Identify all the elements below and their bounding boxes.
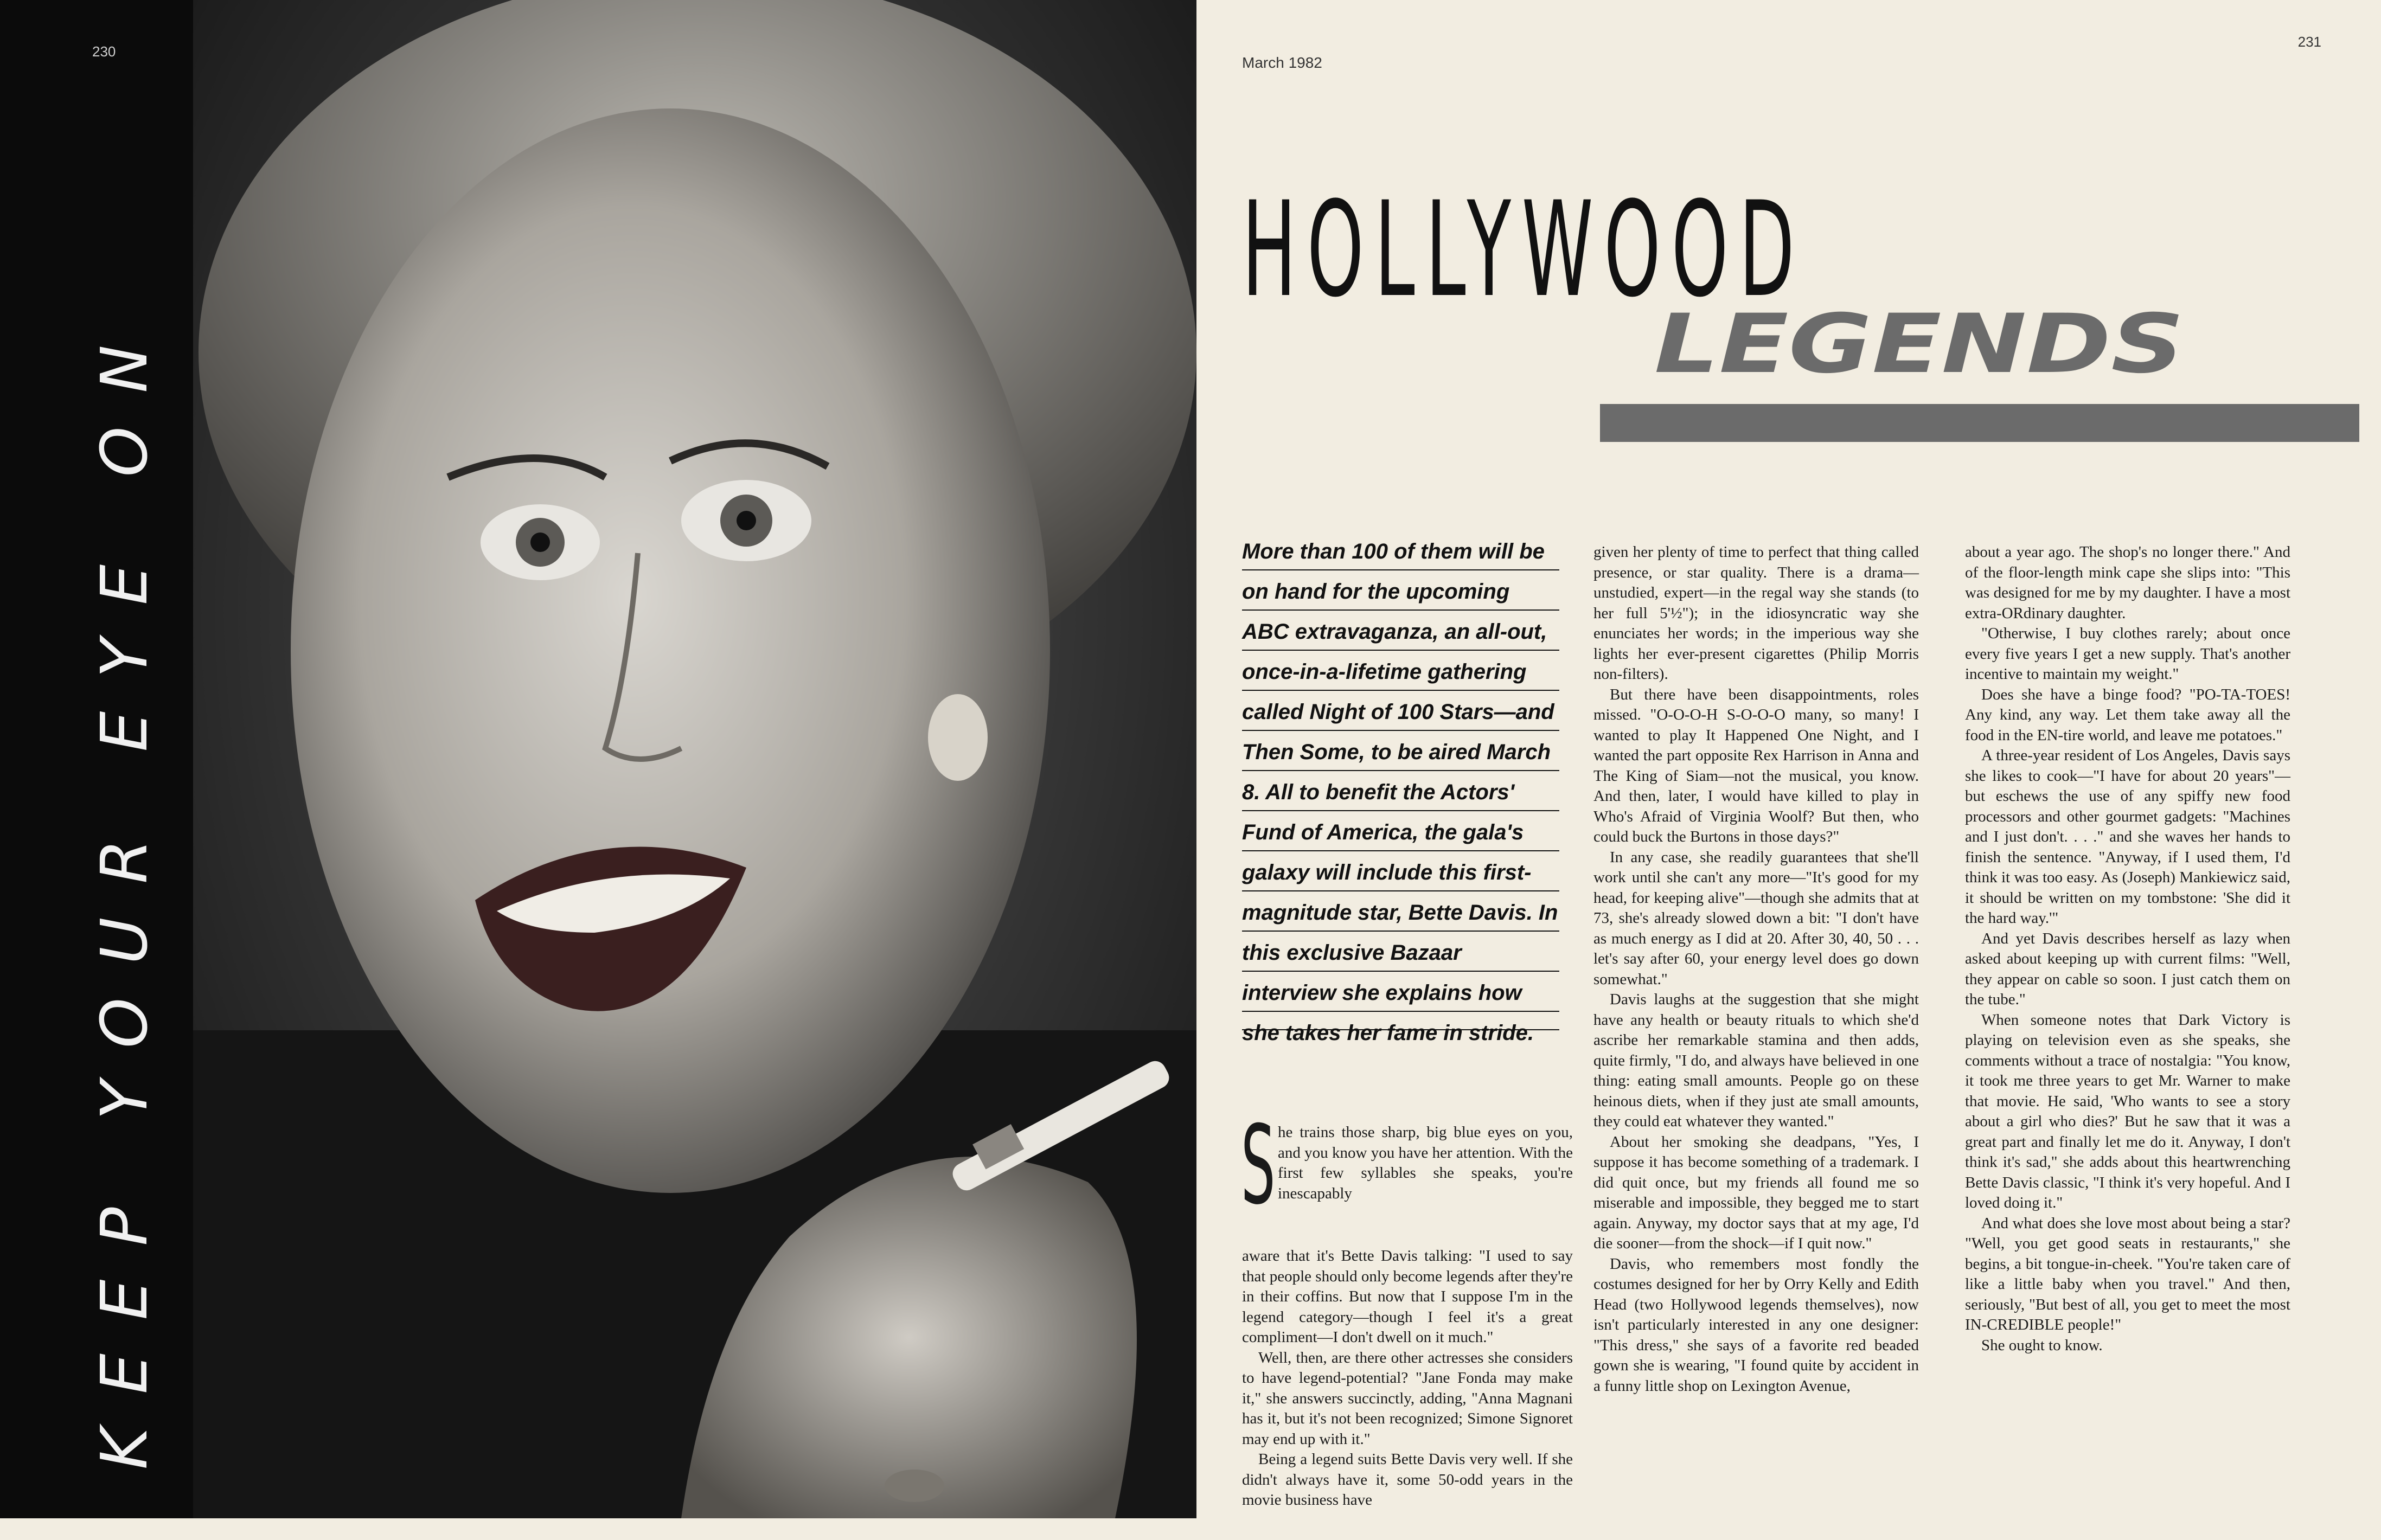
dek-rule bbox=[1242, 1029, 1559, 1030]
dek-rule bbox=[1242, 1011, 1559, 1012]
intro-text: he trains those sharp, big blue eyes on you, and you know you have her attention. With the first few syllables she speaks, you're inescapably bbox=[1278, 1124, 1573, 1202]
paragraph: given her plenty of time to perfect that thing called presence, or star quality. There is a drama—unstudied, expert—in the regal way she stands (to her full 5'½"); in the idiosyncratic way she enunciates her words; in the imperious way she lights her ever-present cigarettes (Philip Morris non-filters). bbox=[1593, 543, 1919, 683]
dek-rule bbox=[1242, 770, 1559, 771]
paragraph: "Otherwise, I buy clothes rarely; about once every five years I get a new supply. That's another incentive to maintain my weight." bbox=[1965, 625, 2290, 683]
paragraph: Davis, who remembers most fondly the costumes designed for her by Orry Kelly and Edith Head (two Hollywood legends themselves), now isn't particularly interested in any one designer: "This dress," she says of a favorite red beaded gown she is wearing, "I found quite by accident in a funny little shop on Lexington Avenue, bbox=[1593, 1255, 1919, 1395]
dek-rule bbox=[1242, 730, 1559, 731]
dek-rule bbox=[1242, 850, 1559, 851]
article-column-3 bbox=[1965, 542, 2290, 1356]
paragraph: And what does she love most about being a star? "Well, you get good seats in restaurants," she begins, a bit tongue-in-cheek. "You're taken care of like a little baby when you travel." And then, seriously, "But best of all, you get to meet the most IN-CREDIBLE people!" bbox=[1965, 1214, 2290, 1333]
dek-text: More than 100 of them will be on hand for the upcoming ABC extravaganza, an all-out, once-in-a-lifetime gathering called Night of 100 Stars—and Then Some, to be aired March 8. All to benefit the Actors' Fund of America, the gala's galaxy will include this first-magnitude star, Bette Davis. In this exclusive Bazaar interview she explains how she takes her fame in stride. bbox=[1242, 540, 1558, 1045]
paragraph: Being a legend suits Bette Davis very well. If she didn't always have it, some 50-odd years in the movie business have bbox=[1242, 1451, 1573, 1509]
dek-rule bbox=[1242, 569, 1559, 570]
paragraph: When someone notes that Dark Victory is playing on television even as she speaks, she comments without a trace of nostalgia: "You know, it took me three years to get Mr. Warner to make that movie. He said, 'Who wants to see a story about a girl who dies?' But he saw that it was a great part and finally let me do it. Anyway, I don't think it's sad," she adds about this heartwrenching Bette Davis classic, "I think it's very hopeful. And I loved doing it." bbox=[1965, 1011, 2290, 1211]
headline-gray-bar bbox=[1600, 404, 2359, 442]
paragraph: A three-year resident of Los Angeles, Davis says she likes to cook—"I have for about 20 years"—but eschews the use of any spiffy new food processors and other gourmet gadgets: "Machines and I just don't. . . ." and she waves her hands to finish the sentence. "Anyway, if I used them, I'd think it was too easy. As (Joseph) Mankiewicz said, it should be written on my tombstone: 'She did it the hard way.'" bbox=[1965, 747, 2290, 927]
paragraph: But there have been disappointments, roles missed. "O-O-O-H S-O-O-O many, so many! I wanted to play It Happened One Night, and I wanted the part opposite Rex Harrison in Anna and The King of Siam—not the musical, you know. And then, later, I would have killed to play in Who's Afraid of Virginia Woolf? But then, who could buck the Burtons in those days?" bbox=[1593, 685, 1919, 845]
drop-cap: S bbox=[1241, 1102, 1276, 1229]
dek-rule bbox=[1242, 810, 1559, 811]
paragraph: aware that it's Bette Davis talking: "I used to say that people should only become legends after they're in their coffins. But now that I suppose I'm in the legend category—though I feel it's a great compliment—I don't dwell on it much." bbox=[1242, 1247, 1573, 1346]
dek-rule bbox=[1242, 971, 1559, 972]
article-column-2 bbox=[1593, 542, 1919, 1396]
portrait-photo bbox=[193, 0, 1196, 1518]
paragraph: Does she have a binge food? "PO-TA-TOES! Any kind, any way. Let them take away all the food in the EN-tire world, and leave me potatoes." bbox=[1965, 685, 2290, 744]
article-intro bbox=[1241, 1102, 1573, 1229]
paragraph: Well, then, are there other actresses she considers to have legend-potential? "Jane Fonda may make it," she answers succinctly, adding, "Anna Magnani has it, but it's not been recognized; Simone Signoret may end up with it." bbox=[1242, 1349, 1573, 1448]
vertical-section-title: KEEP YOUR EYE ON bbox=[87, 311, 162, 1470]
right-page bbox=[1199, 0, 2381, 1540]
paragraph: Davis laughs at the suggestion that she might have any health or beauty rituals to which she'd ascribe her remarkable stamina and then adds, quite firmly, "I do, and always have believed in one thing: eating small amounts. People go on these heinous diets, when if they just ate small amounts, they could eat whatever they wanted." bbox=[1593, 991, 1919, 1130]
headline-legends: LEGENDS bbox=[1654, 297, 2185, 392]
article-column-1 bbox=[1242, 1246, 1573, 1511]
dek-rule bbox=[1242, 931, 1559, 932]
dek-rule bbox=[1242, 690, 1559, 691]
portrait-image bbox=[193, 0, 1196, 1518]
issue-date: March 1982 bbox=[1242, 54, 1322, 71]
dek-rule bbox=[1242, 890, 1559, 891]
page-number-left: 230 bbox=[92, 43, 116, 60]
paragraph: And yet Davis describes herself as lazy when asked about keeping up with current films: "Well, they appear on cable so soon. I just catch them on the tube." bbox=[1965, 929, 2290, 1008]
dek-rule bbox=[1242, 650, 1559, 651]
headline-hollywood: HOLLYWOOD bbox=[1242, 174, 1806, 326]
dek-rule bbox=[1242, 609, 1559, 611]
paragraph: about a year ago. The shop's no longer there." And of the floor-length mink cape she slips into: "This was designed for me by my daughter. I have a most extra-ORdinary daughter. bbox=[1965, 543, 2290, 622]
page-number-right: 231 bbox=[2297, 34, 2321, 50]
paragraph: She ought to know. bbox=[1981, 1336, 2103, 1354]
paragraph: In any case, she readily guarantees that she'll work until she can't any more—"It's good for my head, for keeping alive"—though she admits that at 73, she's already slowed down a bit: "I don't have as much energy as I did at 20. After 30, 40, 50 . . . let's say after 60, your energy level does go down somewhat." bbox=[1593, 848, 1919, 988]
paragraph: About her smoking she deadpans, "Yes, I suppose it has become something of a trademark. I did quit once, but my friends all found me so miserable and impossible, they begged me to start again. Anyway, my doctor says that at my age, I'd die sooner—from the shock—if I quit now." bbox=[1593, 1133, 1919, 1252]
